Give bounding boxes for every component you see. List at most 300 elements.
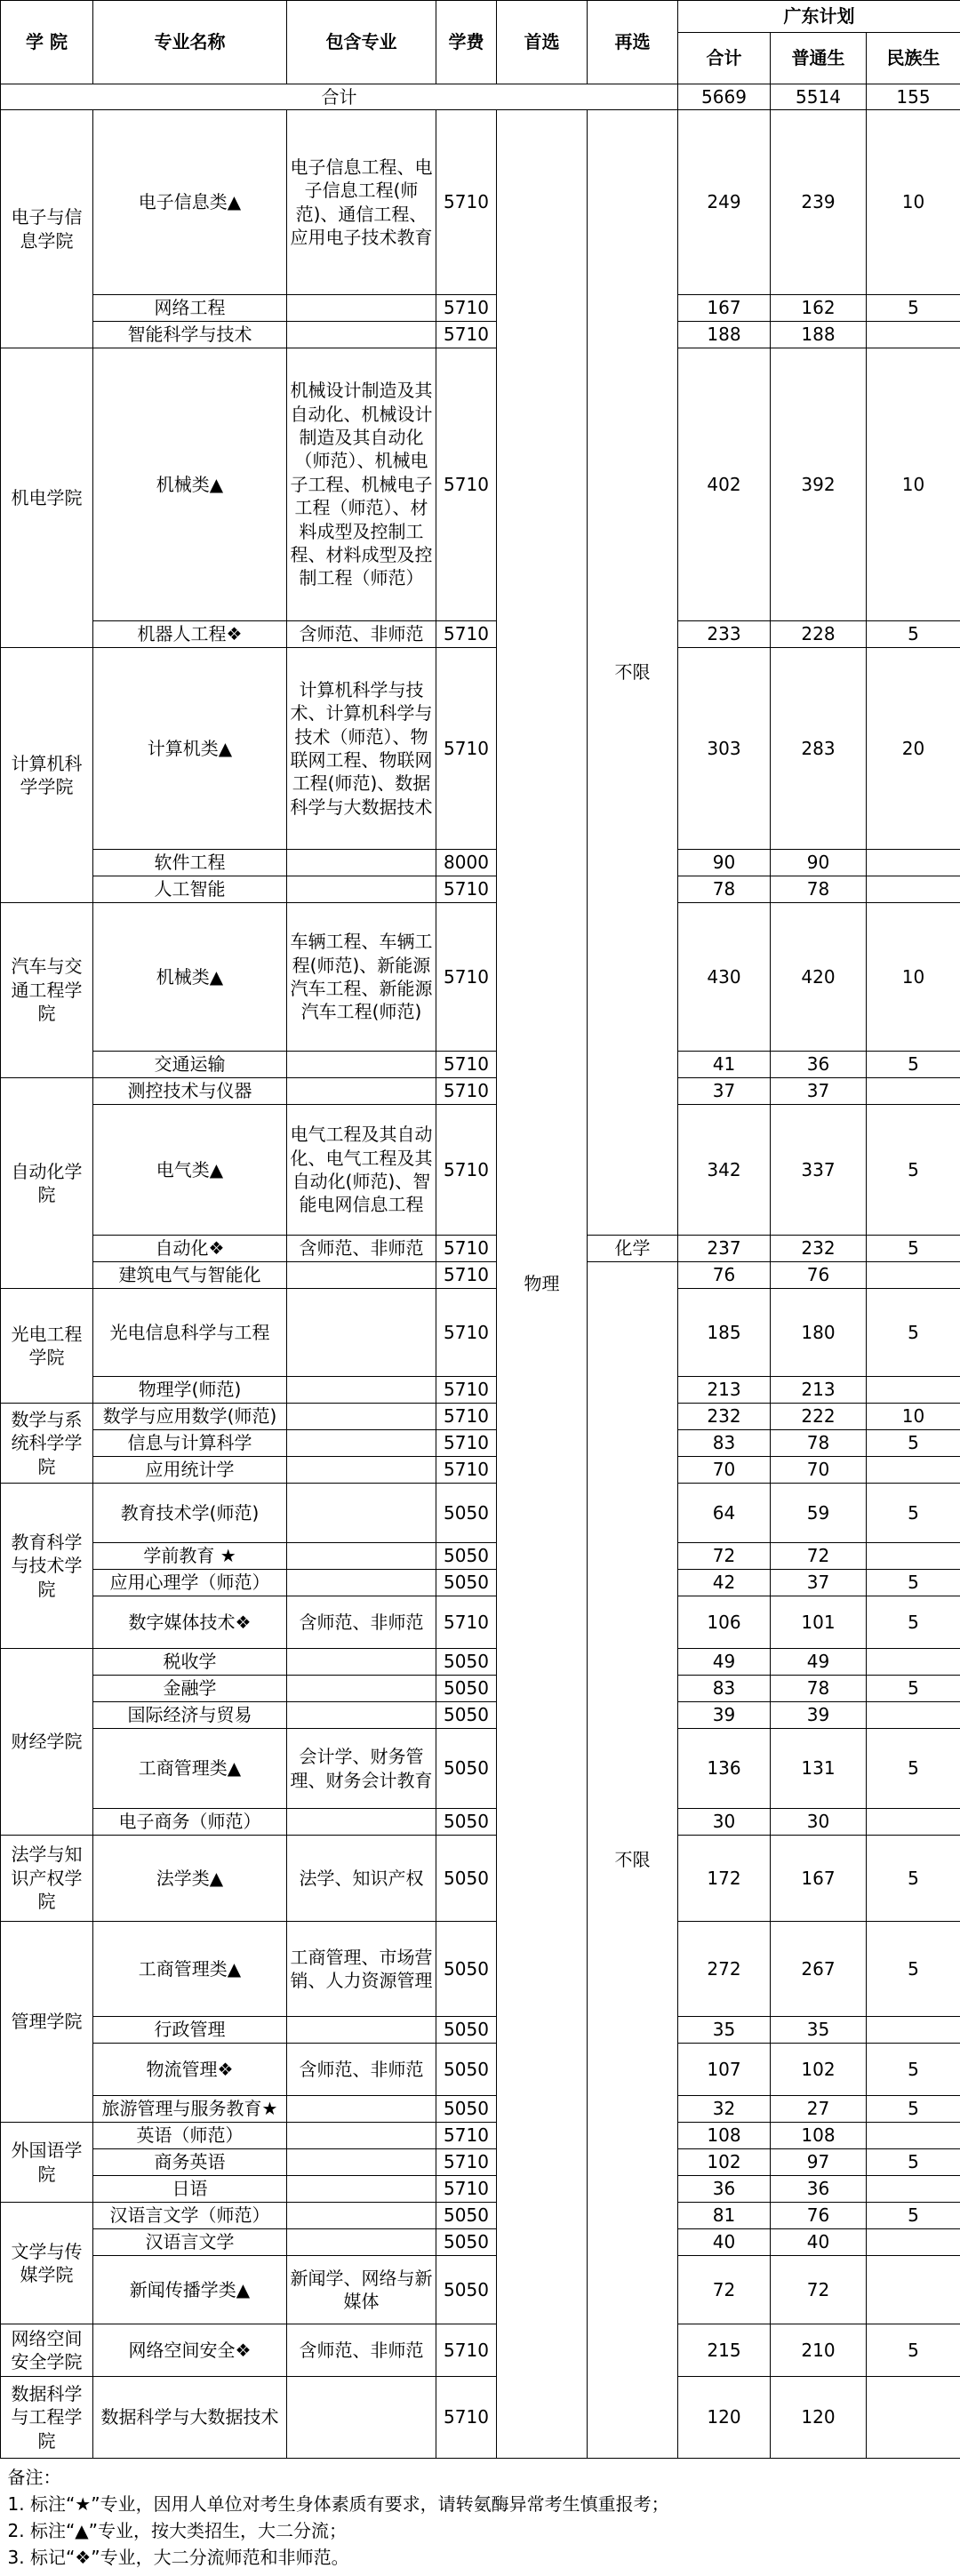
plan-regular: 108 [771,2123,867,2149]
major-name: 计算机类▲ [93,648,287,850]
table-row [1,1430,960,1457]
major-name: 金融学 [93,1676,287,1702]
plan-regular: 222 [771,1404,867,1430]
table-row [1,1105,960,1236]
plan-ethnic: 5 [867,1922,960,2017]
header-second-choice: 再选 [588,1,678,84]
plan-total: 107 [678,2044,771,2096]
included-majors: 含师范、非师范 [287,621,436,648]
table-row [1,2176,960,2203]
college-name: 外国语学院 [1,2123,93,2203]
included-majors [287,2229,436,2256]
plan-total: 237 [678,1236,771,1262]
major-name: 自动化❖ [93,1236,287,1262]
major-name: 物流管理❖ [93,2044,287,2096]
table-row [1,850,960,876]
tuition: 5050 [436,1676,497,1702]
plan-ethnic: 5 [867,2044,960,2096]
major-name: 行政管理 [93,2017,287,2044]
major-name: 网络工程 [93,295,287,322]
included-majors: 机械设计制造及其自动化、机械设计制造及其自动化（师范）、机械电子工程、机械电子工程（师范）、材料成型及控制工程、材料成型及控制工程（师范） [287,348,436,621]
included-majors: 法学、知识产权 [287,1836,436,1922]
tuition: 5050 [436,2256,497,2324]
included-majors: 会计学、财务管理、财务会计教育 [287,1729,436,1809]
plan-ethnic: 10 [867,110,960,295]
tuition: 5710 [436,2149,497,2176]
notes-title: 备注： [8,2464,954,2491]
college-name: 教育科学与技术学院 [1,1484,93,1649]
first-choice: 物理 [497,110,588,2459]
major-name: 国际经济与贸易 [93,1702,287,1729]
tuition: 5050 [436,2017,497,2044]
table-row [1,2149,960,2176]
plan-total: 402 [678,348,771,621]
plan-ethnic [867,2017,960,2044]
included-majors: 含师范、非师范 [287,1236,436,1262]
college-name: 汽车与交通工程学院 [1,903,93,1078]
plan-total: 70 [678,1457,771,1484]
major-name: 教育技术学(师范) [93,1484,287,1543]
included-majors: 电气工程及其自动化、电气工程及其自动化(师范)、智能电网信息工程 [287,1105,436,1236]
table-row [1,348,960,621]
header-ethnic: 民族生 [867,33,960,84]
plan-ethnic [867,322,960,348]
plan-total: 106 [678,1596,771,1649]
tuition: 5050 [436,1809,497,1836]
included-majors [287,2203,436,2229]
plan-regular: 102 [771,2044,867,2096]
major-name: 物理学(师范) [93,1377,287,1404]
plan-regular: 76 [771,2203,867,2229]
college-name: 电子与信息学院 [1,110,93,348]
plan-ethnic [867,2256,960,2324]
summary-row [1,84,960,110]
tuition: 5710 [436,876,497,903]
major-name: 电子信息类▲ [93,110,287,295]
tuition: 5710 [436,2123,497,2149]
plan-ethnic [867,1377,960,1404]
major-name: 建筑电气与智能化 [93,1262,287,1289]
tuition: 5050 [436,1836,497,1922]
plan-regular: 97 [771,2149,867,2176]
plan-total: 32 [678,2096,771,2123]
table-row [1,1676,960,1702]
tuition: 5710 [436,1289,497,1377]
second-choice: 不限 [588,110,678,1236]
plan-ethnic: 5 [867,1570,960,1596]
tuition: 5710 [436,648,497,850]
plan-ethnic [867,1702,960,1729]
tuition: 5050 [436,1570,497,1596]
major-name: 智能科学与技术 [93,322,287,348]
second-choice: 化学 [588,1236,678,1262]
tuition: 5050 [436,1649,497,1676]
tuition: 5710 [436,1430,497,1457]
plan-total: 342 [678,1105,771,1236]
major-name: 测控技术与仪器 [93,1078,287,1105]
plan-ethnic: 5 [867,2324,960,2377]
plan-total: 64 [678,1484,771,1543]
tuition: 5710 [436,1052,497,1078]
table-row [1,2256,960,2324]
plan-total: 72 [678,2256,771,2324]
included-majors [287,1404,436,1430]
plan-ethnic: 10 [867,348,960,621]
plan-ethnic: 5 [867,1729,960,1809]
summary-regular: 5514 [771,84,867,110]
table-row [1,1570,960,1596]
table-row [1,1836,960,1922]
major-name: 软件工程 [93,850,287,876]
included-majors: 含师范、非师范 [287,1596,436,1649]
plan-regular: 37 [771,1078,867,1105]
note-line-2: 2. 标注“▲”专业，按大类招生，大二分流； [8,2517,954,2544]
plan-total: 303 [678,648,771,850]
table-row [1,621,960,648]
table-row [1,1404,960,1430]
plan-ethnic: 5 [867,1052,960,1078]
included-majors [287,1809,436,1836]
college-name: 数学与系统科学学院 [1,1404,93,1484]
plan-ethnic [867,1078,960,1105]
plan-regular: 35 [771,2017,867,2044]
tuition: 5050 [436,2203,497,2229]
table-row [1,1702,960,1729]
plan-total: 249 [678,110,771,295]
plan-total: 36 [678,2176,771,2203]
included-majors [287,2096,436,2123]
plan-regular: 37 [771,1570,867,1596]
included-majors [287,1649,436,1676]
college-name: 光电工程学院 [1,1289,93,1404]
plan-ethnic: 5 [867,2096,960,2123]
college-name: 文学与传媒学院 [1,2203,93,2324]
summary-ethnic: 155 [867,84,960,110]
plan-total: 108 [678,2123,771,2149]
included-majors [287,2176,436,2203]
plan-ethnic: 5 [867,1836,960,1922]
major-name: 工商管理类▲ [93,1922,287,2017]
plan-regular: 120 [771,2377,867,2459]
plan-regular: 36 [771,1052,867,1078]
major-name: 光电信息科学与工程 [93,1289,287,1377]
major-name: 新闻传播学类▲ [93,2256,287,2324]
included-majors [287,1430,436,1457]
college-name: 网络空间安全学院 [1,2324,93,2377]
major-name: 英语（师范） [93,2123,287,2149]
plan-regular: 267 [771,1922,867,2017]
table-row [1,1729,960,1809]
tuition: 5710 [436,295,497,322]
major-name: 应用统计学 [93,1457,287,1484]
tuition: 5710 [436,1457,497,1484]
plan-regular: 101 [771,1596,867,1649]
table-row [1,648,960,850]
plan-ethnic [867,1543,960,1570]
plan-regular: 210 [771,2324,867,2377]
major-name: 机械类▲ [93,348,287,621]
major-name: 应用心理学（师范） [93,1570,287,1596]
tuition: 5710 [436,1078,497,1105]
note-line-3: 3. 标记“❖”专业，大二分流师范和非师范。 [8,2544,954,2571]
included-majors [287,1078,436,1105]
college-name: 自动化学院 [1,1078,93,1289]
second-choice: 不限 [588,1262,678,2459]
plan-regular: 36 [771,2176,867,2203]
plan-ethnic: 5 [867,1289,960,1377]
table-row [1,1484,960,1543]
major-name: 法学类▲ [93,1836,287,1922]
plan-regular: 420 [771,903,867,1052]
included-majors [287,876,436,903]
included-majors [287,1052,436,1078]
plan-ethnic [867,2123,960,2149]
plan-regular: 337 [771,1105,867,1236]
plan-total: 41 [678,1052,771,1078]
major-name: 电气类▲ [93,1105,287,1236]
plan-ethnic: 5 [867,2203,960,2229]
table-row [1,2096,960,2123]
plan-ethnic: 5 [867,1105,960,1236]
plan-ethnic [867,1809,960,1836]
plan-regular: 72 [771,1543,867,1570]
included-majors [287,1484,436,1543]
plan-ethnic [867,2377,960,2459]
included-majors [287,1570,436,1596]
included-majors [287,2377,436,2459]
header-gd-plan: 广东计划 [678,1,960,33]
header-tuition: 学费 [436,1,497,84]
plan-ethnic: 5 [867,621,960,648]
plan-regular: 78 [771,876,867,903]
included-majors: 工商管理、市场营销、人力资源管理 [287,1922,436,2017]
included-majors [287,1543,436,1570]
plan-ethnic [867,1457,960,1484]
table-row [1,2324,960,2377]
major-name: 交通运输 [93,1052,287,1078]
note-line-1: 1. 标注“★”专业，因用人单位对考生身体素质有要求，请转氨酶异常考生慎重报考； [8,2491,954,2517]
plan-ethnic [867,2229,960,2256]
major-name: 商务英语 [93,2149,287,2176]
major-name: 信息与计算科学 [93,1430,287,1457]
plan-total: 72 [678,1543,771,1570]
included-majors [287,2149,436,2176]
tuition: 5050 [436,2096,497,2123]
included-majors: 计算机科学与技术、计算机科学与技术（师范）、物联网工程、物联网工程(师范)、数据科学与大数据技术 [287,648,436,850]
plan-regular: 70 [771,1457,867,1484]
included-majors [287,1457,436,1484]
tuition: 5710 [436,348,497,621]
header-first-choice: 首选 [497,1,588,84]
major-name: 电子商务（师范） [93,1809,287,1836]
included-majors [287,295,436,322]
plan-ethnic: 5 [867,1596,960,1649]
plan-total: 76 [678,1262,771,1289]
plan-ethnic: 5 [867,1430,960,1457]
major-name: 人工智能 [93,876,287,903]
tuition: 5710 [436,322,497,348]
major-name: 数学与应用数学(师范) [93,1404,287,1430]
included-majors [287,1676,436,1702]
plan-ethnic [867,850,960,876]
included-majors [287,850,436,876]
plan-total: 78 [678,876,771,903]
college-name: 法学与知识产权学院 [1,1836,93,1922]
tuition: 5710 [436,1105,497,1236]
summary-total: 5669 [678,84,771,110]
plan-total: 30 [678,1809,771,1836]
plan-regular: 228 [771,621,867,648]
notes-cell [1,2459,960,2576]
table-row [1,2017,960,2044]
tuition: 5710 [436,621,497,648]
header-total: 合计 [678,33,771,84]
plan-total: 213 [678,1377,771,1404]
plan-regular: 283 [771,648,867,850]
included-majors [287,1289,436,1377]
table-row [1,1649,960,1676]
tuition: 5710 [436,1404,497,1430]
tuition: 5710 [436,1262,497,1289]
plan-regular: 72 [771,2256,867,2324]
plan-total: 35 [678,2017,771,2044]
plan-regular: 232 [771,1236,867,1262]
plan-regular: 78 [771,1676,867,1702]
plan-total: 40 [678,2229,771,2256]
header-regular: 普通生 [771,33,867,84]
plan-regular: 188 [771,322,867,348]
plan-ethnic: 10 [867,903,960,1052]
plan-total: 188 [678,322,771,348]
tuition: 5050 [436,2229,497,2256]
plan-ethnic: 20 [867,648,960,850]
plan-total: 42 [678,1570,771,1596]
plan-ethnic [867,2176,960,2203]
plan-total: 185 [678,1289,771,1377]
major-name: 汉语言文学 [93,2229,287,2256]
table-row [1,1052,960,1078]
table-row [1,1809,960,1836]
plan-regular: 167 [771,1836,867,1922]
table-row [1,903,960,1052]
major-name: 旅游管理与服务教育★ [93,2096,287,2123]
header-included: 包含专业 [287,1,436,84]
header-major: 专业名称 [93,1,287,84]
plan-ethnic: 5 [867,1236,960,1262]
plan-regular: 213 [771,1377,867,1404]
tuition: 5710 [436,2324,497,2377]
plan-total: 90 [678,850,771,876]
major-name: 数字媒体技术❖ [93,1596,287,1649]
header-college: 学 院 [1,1,93,84]
tuition: 5050 [436,1922,497,2017]
plan-regular: 162 [771,295,867,322]
table-row [1,295,960,322]
table-row [1,1922,960,2017]
table-row [1,2203,960,2229]
college-name: 管理学院 [1,1922,93,2123]
table-row [1,876,960,903]
plan-total: 39 [678,1702,771,1729]
major-name: 汉语言文学（师范） [93,2203,287,2229]
plan-regular: 180 [771,1289,867,1377]
plan-ethnic: 5 [867,2149,960,2176]
table-row [1,1236,960,1262]
plan-regular: 90 [771,850,867,876]
included-majors [287,1262,436,1289]
plan-total: 120 [678,2377,771,2459]
summary-label: 合计 [1,84,678,110]
included-majors [287,322,436,348]
plan-total: 215 [678,2324,771,2377]
plan-regular: 30 [771,1809,867,1836]
tuition: 5710 [436,110,497,295]
plan-regular: 131 [771,1729,867,1809]
plan-total: 83 [678,1430,771,1457]
major-name: 数据科学与大数据技术 [93,2377,287,2459]
college-name: 计算机科学学院 [1,648,93,903]
tuition: 8000 [436,850,497,876]
included-majors: 电子信息工程、电子信息工程(师范)、通信工程、应用电子技术教育 [287,110,436,295]
plan-ethnic [867,1649,960,1676]
plan-ethnic: 10 [867,1404,960,1430]
plan-ethnic: 5 [867,295,960,322]
plan-regular: 78 [771,1430,867,1457]
major-name: 机械类▲ [93,903,287,1052]
plan-total: 81 [678,2203,771,2229]
tuition: 5710 [436,1236,497,1262]
plan-total: 167 [678,295,771,322]
plan-total: 102 [678,2149,771,2176]
college-name: 财经学院 [1,1649,93,1836]
plan-regular: 59 [771,1484,867,1543]
major-name: 税收学 [93,1649,287,1676]
included-majors: 车辆工程、车辆工程(师范)、新能源汽车工程、新能源汽车工程(师范) [287,903,436,1052]
tuition: 5710 [436,903,497,1052]
tuition: 5710 [436,1596,497,1649]
table-row [1,1289,960,1377]
plan-total: 272 [678,1922,771,2017]
plan-regular: 39 [771,1702,867,1729]
included-majors [287,2017,436,2044]
plan-ethnic [867,1262,960,1289]
plan-regular: 27 [771,2096,867,2123]
plan-regular: 40 [771,2229,867,2256]
plan-total: 83 [678,1676,771,1702]
major-name: 机器人工程❖ [93,621,287,648]
included-majors [287,2123,436,2149]
tuition: 5050 [436,2044,497,2096]
tuition: 5050 [436,1702,497,1729]
major-name: 工商管理类▲ [93,1729,287,1809]
plan-total: 136 [678,1729,771,1809]
major-name: 日语 [93,2176,287,2203]
tuition: 5050 [436,1484,497,1543]
included-majors [287,1702,436,1729]
table-row [1,1596,960,1649]
included-majors: 含师范、非师范 [287,2044,436,2096]
table-row [1,2123,960,2149]
included-majors: 新闻学、网络与新媒体 [287,2256,436,2324]
plan-ethnic [867,876,960,903]
table-row [1,110,960,295]
college-name: 数据科学与工程学院 [1,2377,93,2459]
table-row [1,2044,960,2096]
table-row [1,1262,960,1289]
plan-total: 172 [678,1836,771,1922]
major-name: 学前教育 ★ [93,1543,287,1570]
table-row [1,322,960,348]
